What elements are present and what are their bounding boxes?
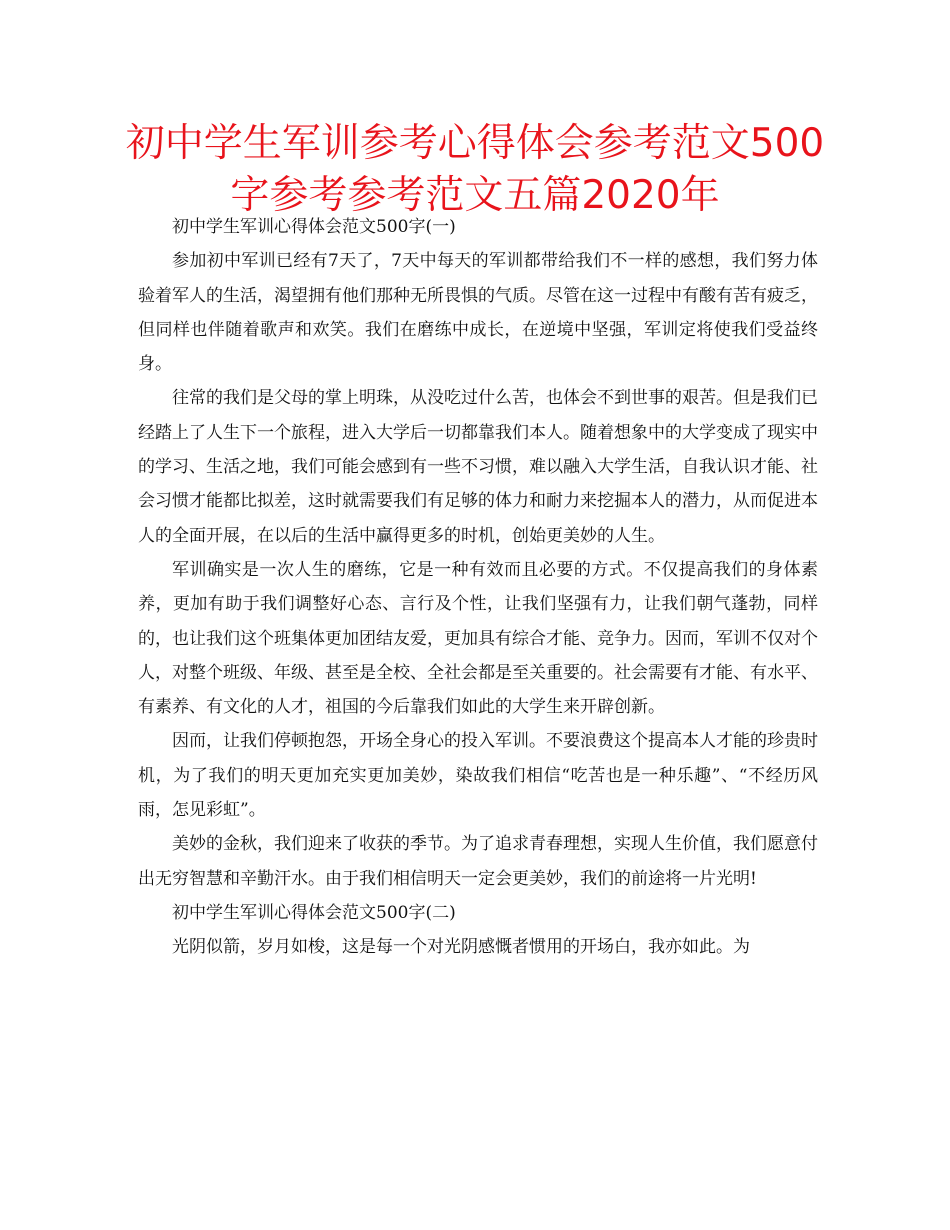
paragraph-4: 因而，让我们停顿抱怨，开场全身心的投入军训。不要浪费这个提高本人才能的珍贵时机，为了我们的明天更加充实更加美妙，染故我们相信“吃苦也是一种乐趣”、“不经历风雨，怎见彩虹”。 (138, 731, 818, 821)
paragraph-5: 美妙的金秋，我们迎来了收获的季节。为了追求青春理想，实现人生价值，我们愿意付出无穷智慧和辛勤汗水。由于我们相信明天一定会更美妙，我们的前途将一片光明! (138, 834, 818, 889)
paragraph-2: 往常的我们是父母的掌上明珠，从没吃过什么苦，也体会不到世事的艰苦。但是我们已经踏上了人生下一个旅程，进入大学后一切都靠我们本人。随着想象中的大学变成了现实中的学习、生活之地，我们可能会感到有一些不习惯，难以融入大学生活，自我认识才能、社会习惯才能都比拟差，这时就需要我们有足够的体力和耐力来挖掘本人的潜力，从而促进本人的全面开展，在以后的生活中赢得更多的时机，创始更美妙的人生。 (138, 388, 818, 546)
paragraph-1: 参加初中军训已经有7天了，7天中每天的军训都带给我们不一样的感想，我们努力体验着军人的生活，渴望拥有他们那种无所畏惧的气质。尽管在这一过程中有酸有苦有疲乏，但同样也伴随着歌声和欢笑。我们在磨练中成长，在逆境中坚强，军训定将使我们受益终身。 (138, 251, 818, 375)
section-heading-2: 初中学生军训心得体会范文500字(二) (172, 902, 456, 923)
section-heading-1: 初中学生军训心得体会范文500字(一) (172, 217, 456, 237)
document-body (138, 210, 818, 965)
paragraph-3: 军训确实是一次人生的磨练，它是一种有效而且必要的方式。不仅提高我们的身体素养，更加有助于我们调整好心态、言行及个性，让我们坚强有力，让我们朝气蓬勃，同样的，也让我们这个班集体更加团结友爱，更加具有综合才能、竞争力。因而，军训不仅对个人，对整个班级、年级、甚至是全校、全社会都是至关重要的。社会需要有才能、有水平、有素养、有文化的人才，祖国的今后靠我们如此的大学生来开辟创新。 (138, 559, 818, 718)
paragraph-6: 光阴似箭，岁月如梭，这是每一个对光阴感慨者惯用的开场白，我亦如此。为 (172, 937, 750, 958)
document-title: 初中学生军训参考心得体会参考范文500字参考参考范文五篇2020年 (125, 121, 825, 218)
